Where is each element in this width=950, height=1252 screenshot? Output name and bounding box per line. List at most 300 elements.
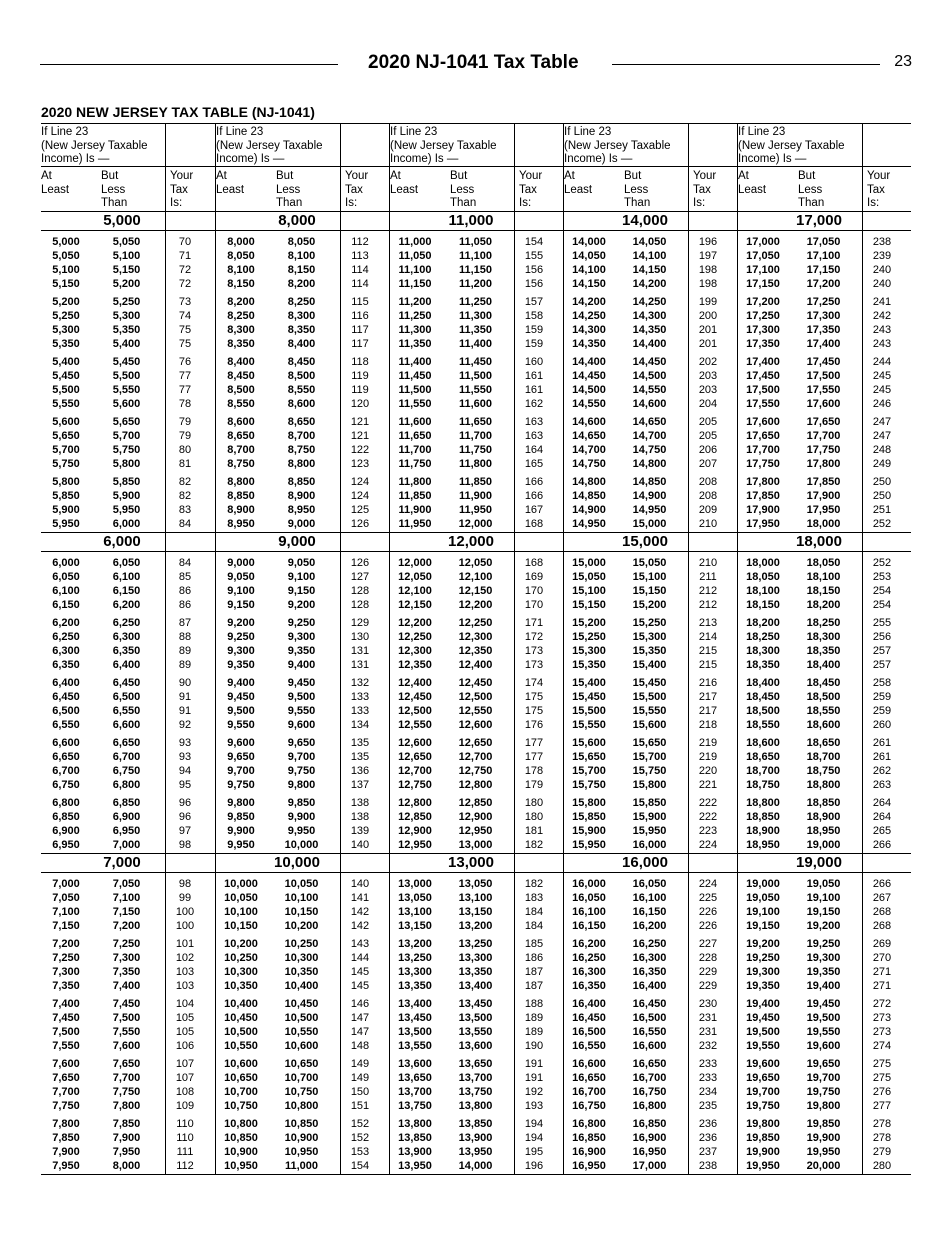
table-row [41,263,215,277]
at-least-value: 10,100 [224,906,258,918]
table-row [390,337,563,351]
tax-value: 138 [350,797,370,809]
tax-value: 135 [350,737,370,749]
but-less-than-value: 5,400 [112,338,141,350]
at-least-value: 17,100 [746,264,780,276]
table-row [41,965,215,979]
table-row [390,979,563,993]
at-least-value: 18,600 [746,737,780,749]
table-row [216,616,389,630]
table-row [41,764,215,778]
table-row [738,764,911,778]
but-less-than-value: 14,300 [632,310,667,322]
table-row [738,443,911,457]
at-least-value: 18,200 [746,617,780,629]
table-row [564,475,737,489]
at-least-value: 14,150 [572,278,606,290]
but-less-than-value: 5,100 [112,250,141,262]
column-group [41,123,215,1174]
tax-value: 103 [175,966,195,978]
but-less-than-value: 7,200 [112,920,141,932]
but-less-than-value: 12,050 [458,557,493,569]
table-row [564,598,737,612]
table-row [738,235,911,249]
tax-value: 173 [524,645,544,657]
but-less-than-value: 11,000 [284,1160,319,1172]
but-less-than-value: 11,700 [458,430,493,442]
at-least-value: 18,100 [746,585,780,597]
tax-value: 96 [178,797,192,809]
table-row [738,778,911,792]
at-least-value: 10,800 [224,1118,258,1130]
at-least-value: 17,650 [746,430,780,442]
column-subheaders [41,167,215,211]
tax-value: 73 [178,296,192,308]
tax-value: 196 [698,236,718,248]
at-least-value: 8,050 [227,250,255,262]
tax-value: 87 [178,617,192,629]
thousand-band-label: 16,000 [622,854,668,871]
at-least-value: 13,100 [398,906,432,918]
table-row [216,1039,389,1053]
table-row [41,951,215,965]
but-less-than-value: 12,900 [458,811,493,823]
table-row [41,355,215,369]
but-less-than-value: 18,550 [806,705,841,717]
at-least-value: 5,300 [52,324,80,336]
tax-value: 202 [698,356,718,368]
at-least-value: 17,200 [746,296,780,308]
table-row [41,979,215,993]
but-less-than-value: 6,050 [112,557,141,569]
but-less-than-value: 14,650 [632,416,667,428]
but-less-than-value: 15,300 [632,631,667,643]
tax-value: 86 [178,599,192,611]
tax-value: 103 [175,980,195,992]
table-row [390,644,563,658]
table-row [216,1085,389,1099]
table-row [738,905,911,919]
header-at-least: At Least [41,170,70,196]
tax-value: 133 [350,705,370,717]
at-least-value: 6,450 [52,691,80,703]
table-row [564,877,737,891]
at-least-value: 12,150 [398,599,432,611]
tax-value: 153 [350,1146,370,1158]
at-least-value: 19,800 [746,1118,780,1130]
but-less-than-value: 15,000 [632,518,667,530]
table-row [738,951,911,965]
but-less-than-value: 9,450 [287,677,316,689]
table-row [738,891,911,905]
at-least-value: 10,350 [224,980,258,992]
but-less-than-value: 5,550 [112,384,141,396]
table-row [390,810,563,824]
but-less-than-value: 11,950 [458,504,493,516]
at-least-value: 6,300 [52,645,80,657]
at-least-value: 8,200 [227,296,255,308]
but-less-than-value: 16,850 [632,1118,667,1130]
but-less-than-value: 19,550 [806,1026,841,1038]
table-row [564,965,737,979]
table-row [41,309,215,323]
at-least-value: 8,350 [227,338,255,350]
table-row [390,676,563,690]
but-less-than-value: 17,300 [806,310,841,322]
but-less-than-value: 8,700 [287,430,316,442]
tax-value: 262 [872,765,892,777]
tax-value: 217 [698,705,718,717]
at-least-value: 7,250 [52,952,80,964]
at-least-value: 12,000 [398,557,432,569]
table-row [390,1039,563,1053]
tax-value: 231 [698,1012,718,1024]
table-row [738,295,911,309]
tax-value: 139 [350,825,370,837]
tax-value: 215 [698,659,718,671]
at-least-value: 9,250 [227,631,255,643]
at-least-value: 5,350 [52,338,80,350]
tax-value: 264 [872,797,892,809]
at-least-value: 19,400 [746,998,780,1010]
but-less-than-value: 12,850 [458,797,493,809]
tax-value: 114 [351,264,369,276]
but-less-than-value: 12,150 [458,585,493,597]
but-less-than-value: 7,400 [112,980,141,992]
table-row [41,598,215,612]
table-row [564,919,737,933]
but-less-than-value: 13,800 [458,1100,493,1112]
but-less-than-value: 17,500 [806,370,841,382]
tax-value: 121 [350,416,370,428]
at-least-value: 14,850 [572,490,606,502]
but-less-than-value: 12,650 [458,737,493,749]
tax-value: 161 [524,384,544,396]
header-your-tax-is: Your Tax Is: [867,170,891,209]
but-less-than-value: 9,300 [287,631,316,643]
at-least-value: 15,450 [572,691,606,703]
but-less-than-value: 7,300 [112,952,141,964]
at-least-value: 7,600 [52,1058,80,1070]
tax-value: 250 [872,490,892,502]
but-less-than-value: 13,950 [458,1146,493,1158]
at-least-value: 5,050 [52,250,80,262]
table-row [738,718,911,732]
table-row [41,1011,215,1025]
at-least-value: 8,600 [227,416,255,428]
header-if-line-label: If Line 23 (New Jersey Taxable Income) Is — [216,126,323,165]
at-least-value: 12,650 [398,751,432,763]
but-less-than-value: 14,800 [632,458,667,470]
tax-value: 278 [872,1132,892,1144]
at-least-value: 18,950 [746,839,780,851]
tax-value: 102 [175,952,195,964]
but-less-than-value: 6,000 [112,518,141,530]
thousand-band [564,532,737,552]
but-less-than-value: 19,100 [806,892,841,904]
table-row [390,277,563,291]
at-least-value: 19,950 [746,1160,780,1172]
but-less-than-value: 10,250 [284,938,319,950]
but-less-than-value: 10,650 [284,1058,319,1070]
table-row [738,750,911,764]
but-less-than-value: 15,900 [632,811,667,823]
table-row [564,616,737,630]
table-row [216,1159,389,1173]
thousand-band [216,211,389,231]
tax-value: 201 [698,338,718,350]
tax-value: 106 [175,1040,195,1052]
table-row [390,489,563,503]
table-row [564,369,737,383]
table-row [390,1117,563,1131]
but-less-than-value: 11,450 [458,356,493,368]
tax-value: 252 [872,557,892,569]
tax-value: 193 [524,1100,544,1112]
at-least-value: 11,800 [398,476,432,488]
thousand-band-label: 19,000 [796,854,842,871]
but-less-than-value: 7,150 [112,906,141,918]
tax-value: 272 [872,998,892,1010]
thousand-band [216,853,389,873]
at-least-value: 6,650 [52,751,80,763]
page-header [40,52,912,78]
tax-value: 80 [178,444,192,456]
but-less-than-value: 10,400 [284,980,319,992]
at-least-value: 5,600 [52,416,80,428]
tax-value: 231 [698,1026,718,1038]
table-row [564,838,737,852]
at-least-value: 16,500 [572,1026,606,1038]
tax-value: 152 [350,1118,370,1130]
at-least-value: 19,200 [746,938,780,950]
but-less-than-value: 8,200 [287,278,316,290]
table-row [216,750,389,764]
tax-value: 156 [524,278,544,290]
tax-value: 217 [698,691,718,703]
table-row [41,457,215,471]
at-least-value: 10,850 [224,1132,258,1144]
at-least-value: 18,700 [746,765,780,777]
tax-value: 77 [178,370,192,382]
tax-value: 164 [524,444,544,456]
tax-value: 206 [698,444,718,456]
tax-value: 184 [524,906,544,918]
table-row [564,658,737,672]
table-row [41,676,215,690]
table-row [390,718,563,732]
table-row [564,979,737,993]
at-least-value: 12,400 [398,677,432,689]
but-less-than-value: 18,300 [806,631,841,643]
but-less-than-value: 18,350 [806,645,841,657]
but-less-than-value: 5,350 [112,324,141,336]
at-least-value: 9,300 [227,645,255,657]
but-less-than-value: 9,500 [287,691,316,703]
table-row [564,235,737,249]
at-least-value: 8,500 [227,384,255,396]
table-row [41,1099,215,1113]
tax-value: 241 [872,296,892,308]
but-less-than-value: 15,700 [632,751,667,763]
tax-value: 124 [350,490,370,502]
at-least-value: 18,800 [746,797,780,809]
but-less-than-value: 15,150 [632,585,667,597]
at-least-value: 12,800 [398,797,432,809]
but-less-than-value: 11,350 [458,324,493,336]
but-less-than-value: 14,850 [632,476,667,488]
table-row [41,891,215,905]
tax-value: 194 [524,1132,544,1144]
table-row [564,1099,737,1113]
column-group-header [390,123,563,167]
tax-value: 212 [698,599,718,611]
but-less-than-value: 7,350 [112,966,141,978]
tax-value: 88 [178,631,192,643]
tax-value: 82 [178,476,192,488]
but-less-than-value: 14,350 [632,324,667,336]
table-row [564,429,737,443]
tax-value: 184 [524,920,544,932]
but-less-than-value: 5,800 [112,458,141,470]
at-least-value: 17,750 [746,458,780,470]
at-least-value: 11,600 [398,416,432,428]
at-least-value: 9,050 [227,571,255,583]
at-least-value: 8,400 [227,356,255,368]
tax-value: 141 [350,892,370,904]
tax-value: 250 [872,476,892,488]
column-group [563,123,737,1174]
column-group [737,123,911,1174]
table-row [390,1145,563,1159]
but-less-than-value: 17,150 [806,264,841,276]
but-less-than-value: 16,400 [632,980,667,992]
tax-value: 133 [350,691,370,703]
tax-value: 240 [872,264,892,276]
tax-value: 216 [698,677,718,689]
thousand-band-label: 7,000 [103,854,141,871]
at-least-value: 16,350 [572,980,606,992]
but-less-than-value: 10,750 [284,1086,319,1098]
at-least-value: 18,150 [746,599,780,611]
tax-value: 230 [698,998,718,1010]
tax-value: 197 [698,250,718,262]
but-less-than-value: 14,500 [632,370,667,382]
tax-value: 170 [524,599,544,611]
at-least-value: 15,600 [572,737,606,749]
at-least-value: 18,750 [746,779,780,791]
tax-value: 211 [699,571,717,583]
at-least-value: 19,300 [746,966,780,978]
tax-value: 236 [698,1132,718,1144]
at-least-value: 13,700 [398,1086,432,1098]
at-least-value: 9,700 [227,765,255,777]
table-row [738,877,911,891]
but-less-than-value: 17,250 [806,296,841,308]
table-row [738,630,911,644]
but-less-than-value: 15,100 [632,571,667,583]
tax-value: 151 [350,1100,370,1112]
table-row [41,489,215,503]
but-less-than-value: 18,900 [806,811,841,823]
table-row [564,736,737,750]
tax-value: 259 [872,705,892,717]
at-least-value: 16,700 [572,1086,606,1098]
at-least-value: 19,150 [746,920,780,932]
tax-value: 145 [350,966,370,978]
tax-value: 149 [350,1072,370,1084]
tax-value: 76 [178,356,192,368]
table-row [738,1039,911,1053]
tax-value: 269 [872,938,892,950]
but-less-than-value: 11,400 [458,338,493,350]
at-least-value: 13,650 [398,1072,432,1084]
tax-value: 159 [524,324,544,336]
at-least-value: 17,350 [746,338,780,350]
table-row [738,570,911,584]
at-least-value: 14,200 [572,296,606,308]
at-least-value: 10,300 [224,966,258,978]
table-row [216,323,389,337]
but-less-than-value: 19,850 [806,1118,841,1130]
table-row [41,415,215,429]
header-if-line-label: If Line 23 (New Jersey Taxable Income) Is — [738,126,845,165]
but-less-than-value: 8,000 [112,1160,141,1172]
table-row [564,443,737,457]
at-least-value: 9,500 [227,705,255,717]
but-less-than-value: 13,150 [458,906,493,918]
table-row [41,937,215,951]
at-least-value: 18,500 [746,705,780,717]
tax-value: 242 [872,310,892,322]
tax-value: 229 [698,980,718,992]
at-least-value: 10,150 [224,920,258,932]
but-less-than-value: 11,200 [458,278,493,290]
table-row [738,1131,911,1145]
but-less-than-value: 10,100 [284,892,319,904]
tax-value: 124 [350,476,370,488]
tax-value: 220 [698,765,718,777]
table-row [216,676,389,690]
table-row [41,736,215,750]
at-least-value: 6,800 [52,797,80,809]
but-less-than-value: 6,800 [112,779,141,791]
tax-value: 255 [872,617,892,629]
tax-value: 94 [178,765,192,777]
but-less-than-value: 9,550 [287,705,316,717]
but-less-than-value: 17,450 [806,356,841,368]
but-less-than-value: 13,050 [458,878,493,890]
but-less-than-value: 11,500 [458,370,493,382]
tax-value: 83 [178,504,192,516]
table-row [390,598,563,612]
thousand-band [390,211,563,231]
table-row [738,383,911,397]
but-less-than-value: 15,200 [632,599,667,611]
but-less-than-value: 18,450 [806,677,841,689]
table-row [390,824,563,838]
table-row [564,249,737,263]
at-least-value: 15,550 [572,719,606,731]
but-less-than-value: 6,250 [112,617,141,629]
but-less-than-value: 18,700 [806,751,841,763]
at-least-value: 6,400 [52,677,80,689]
at-least-value: 17,800 [746,476,780,488]
at-least-value: 14,900 [572,504,606,516]
but-less-than-value: 18,750 [806,765,841,777]
table-row [216,838,389,852]
at-least-value: 19,700 [746,1086,780,1098]
